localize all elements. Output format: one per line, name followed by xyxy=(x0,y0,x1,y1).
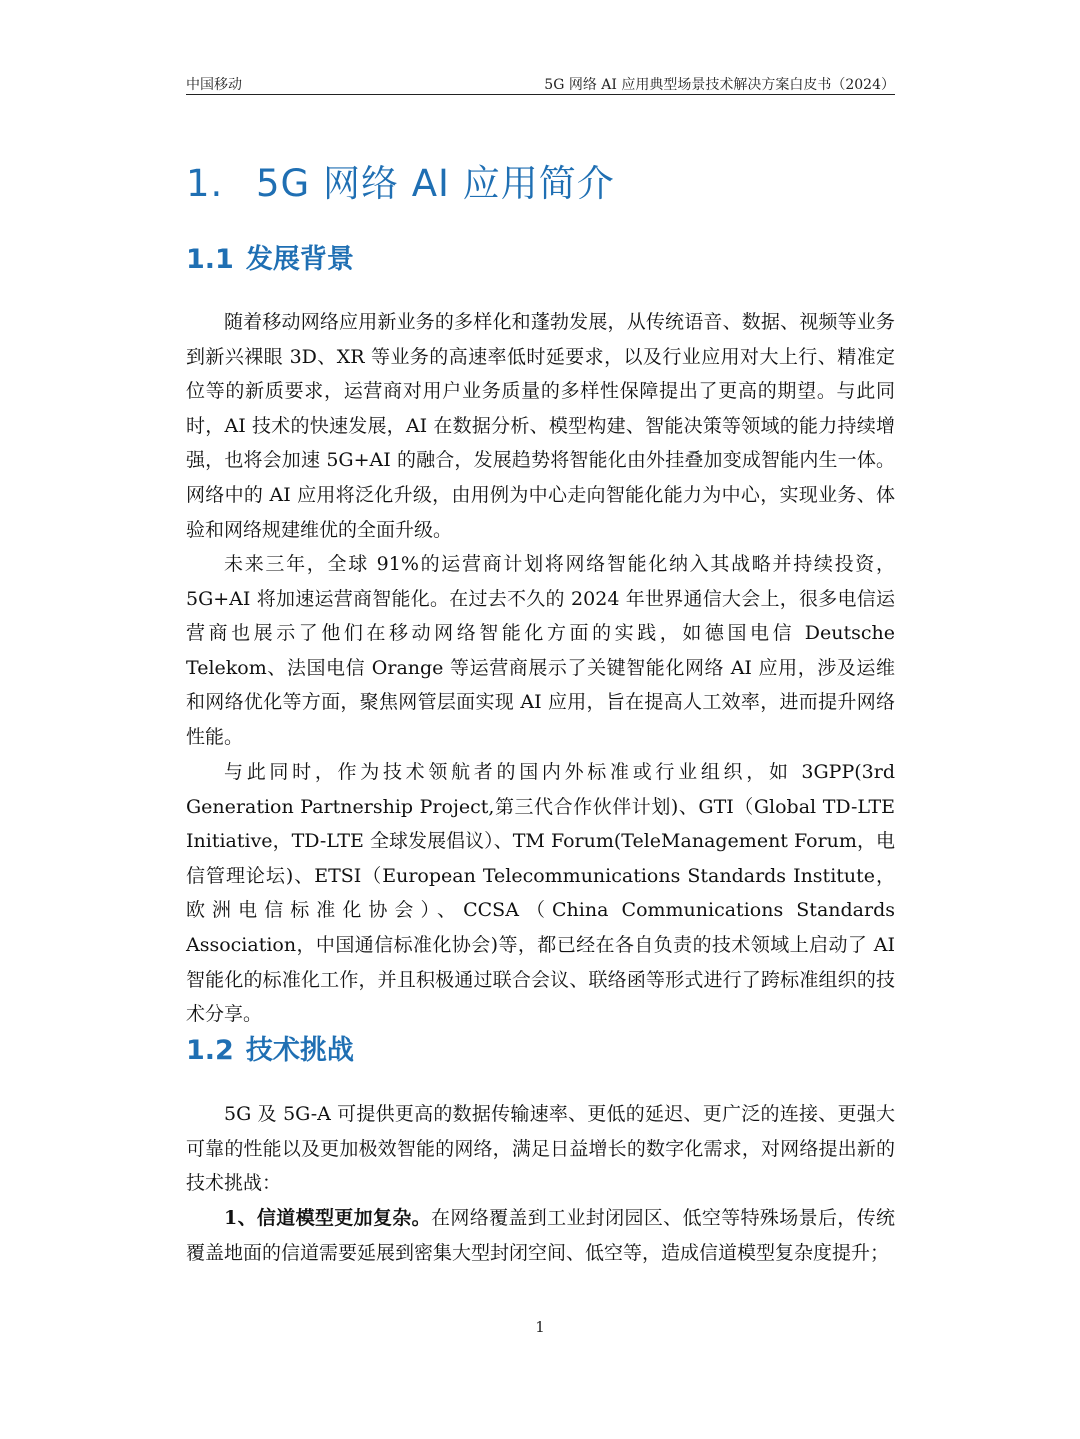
section-title: 技术挑战 xyxy=(245,1035,354,1066)
chapter-title: 5G 网络 AI 应用简介 xyxy=(256,162,615,205)
page-header xyxy=(186,72,895,95)
paragraph: 与此同时，作为技术领航者的国内外标准或行业组织，如 3GPP(3rd Generation Partnership Project,第三代合作伙伴计划)、GTI（Global TD-LTE Initiative，TD-LTE 全球发展倡议）、TM Forum(TeleManagement Forum，电信管理论坛)、ETSI（European Telecommunications Standards Institute，欧洲电信标准化协会）、CCSA（China Communications Standards Association，中国通信标准化协会)等，都已经在各自负责的技术领域上启动了 AI 智能化的标准化工作，并且积极通过联合会议、联络函等形式进行了跨标准组织的技术分享。 xyxy=(186,761,895,1026)
list-item-lead: 1、信道模型更加复杂。 xyxy=(224,1207,432,1229)
header-doc-title: 5G 网络 AI 应用典型场景技术解决方案白皮书（2024） xyxy=(544,77,895,93)
page-number: 1 xyxy=(535,1318,545,1336)
section-heading-1-2 xyxy=(186,1028,354,1067)
section-heading-1-1 xyxy=(186,237,354,276)
paragraph-list-item xyxy=(186,1201,895,1270)
chapter-heading xyxy=(186,153,615,207)
section-number: 1.1 xyxy=(186,244,234,275)
section-title: 发展背景 xyxy=(245,244,354,275)
paragraph: 未来三年，全球 91%的运营商计划将网络智能化纳入其战略并持续投资，5G+AI 将加速运营商智能化。在过去不久的 2024 年世界通信大会上，很多电信运营商也展示了他们在移动网络智能化方面的实践，如德国电信 Deutsche Telekom、法国电信 Orange 等运营商展示了关键智能化网络 AI 应用，涉及运维和网络优化等方面，聚焦网管层面实现 AI 应用，旨在提高人工效率，进而提升网络性能。 xyxy=(186,553,895,748)
list-item-body: 在网络覆盖到工业封闭园区、低空等特殊场景后，传统覆盖地面的信道需要延展到密集大型封闭空间、低空等，造成信道模型复杂度提升； xyxy=(186,1207,895,1264)
section-number: 1.2 xyxy=(186,1035,234,1066)
paragraph: 随着移动网络应用新业务的多样化和蓬勃发展，从传统语音、数据、视频等业务到新兴裸眼 3D、XR 等业务的高速率低时延要求，以及行业应用对大上行、精准定位等的新质要求，运营商对用户业务质量的多样性保障提出了更高的期望。与此同时，AI 技术的快速发展，AI 在数据分析、模型构建、智能决策等领域的能力持续增强，也将会加速 5G+AI 的融合，发展趋势将智能化由外挂叠加变成智能内生一体。网络中的 AI 应用将泛化升级，由用例为中心走向智能化能力为中心，实现业务、体验和网络规建维优的全面升级。 xyxy=(186,311,895,541)
paragraph: 5G 及 5G-A 可提供更高的数据传输速率、更低的延迟、更广泛的连接、更强大可靠的性能以及更加极效智能的网络，满足日益增长的数字化需求，对网络提出新的技术挑战： xyxy=(186,1103,895,1195)
header-org: 中国移动 xyxy=(186,77,242,93)
chapter-number: 1. xyxy=(186,162,224,205)
